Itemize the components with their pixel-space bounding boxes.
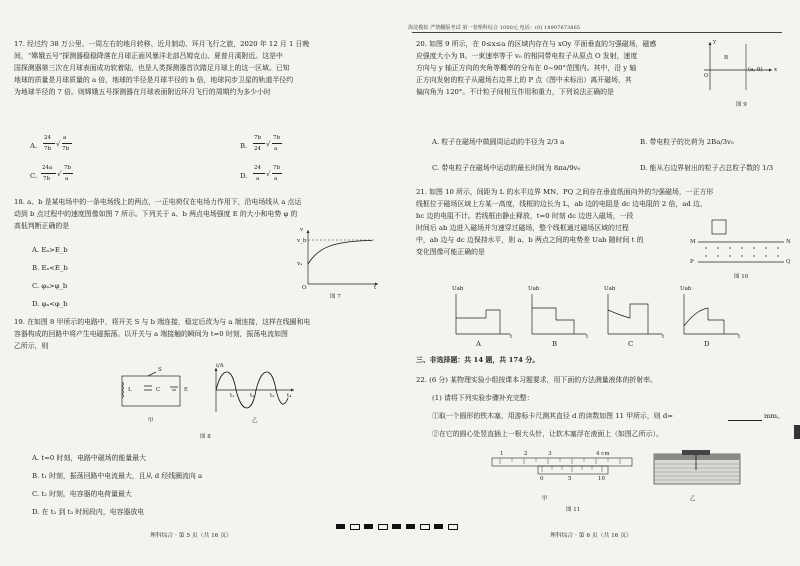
q20-option-a: A. 粒子在磁场中做圆周运动的半径为 2/3 a	[432, 138, 565, 146]
q21-graph-label-b: B	[552, 340, 558, 348]
q21-line-2: 线框位于磁场区域上方某一高度，线框的边长为 L，ab 边的电阻是 dc 边电阻的 2 倍，ad 边、	[416, 200, 707, 208]
fig7-axis-v: v	[300, 227, 304, 233]
fig10-N: N	[786, 239, 791, 245]
fig8-t3: t₃	[270, 393, 275, 399]
q21-line-6: 变化图像可能正确的是	[416, 248, 485, 256]
q19-option-b: B. t₁ 时刻，振荡回路中电流最大，且从 d 经线圈流向 a	[32, 472, 203, 480]
fig8-t4: t₄	[287, 393, 292, 399]
left-page: 17. 经过约 38 万公里、一周左右的地月转移、近月制动、环月飞行之旅，2020 年 12 月 1 日晚 间，“嫦娥五号”探测器稳稳降落在月球正面风暴洋北部吕姆克山、夏普月溪附近。这是中 国探测器第三次在月球表面成功软着陆，也是人类探测器首次踏足月球上的这一区域。已知 地球的质量是月球质量的 a 倍，地球的半径是月球半径的 b 倍，地球同步卫星的轨道半径约 为地球半径的 7 倍。则嫦娥五号探测器在月球表面附近环月飞行的周期约为多少小时 A. 24 7b √ a 7b B. 7b 24 √ 7b a C. 24a 7b √ 7b a D. 24 a √ 7b a 18. a、b 是某电场中的一条电场线上的两点，一正电荷仅在电场力作用下，沿电场线从 a 点运 动到 b 点过程中的速度图像如图 7 所示。下列关于 a、b 两点电场强度 E 的大小和电势 φ 的 高低判断正确的是 A. Eₐ>E_b B. Eₐ<E_b C. φₐ>φ_b D. φₐ<φ_b v t v_b vₐ O 图 7 19. 在如图 8 甲所示的电路中，将开关 S 与 b 端连接，稳定后改为与 a 端连接，这样在线圈和电 容器构成的回路中将产生电磁振荡。以开关与 a 端接触的瞬间为 t=0 时刻，振荡电流如图 乙所示，则 L C E S 甲 i/A t₁ t₂ t₃ t₄ 乙 图 8 A. t=0 时刻，电路中磁场的能量最大 B. t₁ 时刻，振荡回路中电流最大，且从 d 经线圈流向 a C. t₂ 时刻，电容器的电荷量最大 D. 在 t₂ 到 t₃ 时间段内，电容器放电 理科综合 · 第 5 页（共 16 页）	[0, 0, 400, 566]
q19-option-c: C. t₂ 时刻，电容器的电荷量最大	[32, 490, 132, 498]
fig8-sub-b: 乙	[252, 418, 258, 424]
q18-option-a: A. Eₐ>E_b	[32, 246, 68, 254]
q21-graph-c-t: t	[662, 334, 665, 340]
fig7-caption: 图 7	[330, 294, 341, 300]
fig8-axis-i: i/A	[216, 363, 224, 369]
q20-line-3: 方向与 y 轴正方向的夹角等概率的分布在 0~90°范围内。其中，沿 y 轴	[416, 64, 637, 72]
q17-line-4: 地球的质量是月球质量的 a 倍，地球的半径是月球半径的 b 倍，地球同步卫星的轨道半径约	[14, 76, 294, 84]
right-page	[400, 0, 800, 566]
fig11-sub-b: 乙	[690, 496, 696, 502]
q18-option-b: B. Eₐ<E_b	[32, 264, 68, 272]
q22-unit: mm。	[764, 412, 784, 420]
fig11-caption: 图 11	[566, 507, 581, 513]
page-header: 海淀模拟 严禁翻版考试 第一卷理科综合 1000元 电话：(0) 18907673865	[408, 25, 581, 31]
scale-main-3: 3	[548, 451, 552, 457]
footer-right: 理科综合 · 第 6 页（共 16 页）	[550, 533, 632, 539]
figure-9-field	[700, 40, 780, 96]
fig9-y: y	[713, 39, 717, 45]
fig9-x: x	[774, 67, 778, 73]
fig11-sub-a: 甲	[542, 496, 548, 502]
scale-main-2: 2	[524, 451, 528, 457]
fig8-caption: 图 8	[200, 434, 211, 440]
q20-line-4: 正方向发射的粒子从磁场右边界上的 P 点（图中未标出）离开磁场，其	[416, 76, 632, 84]
q20-option-d: D. 能从右边界射出的粒子占总粒子数的 1/3	[640, 164, 774, 172]
q17-line-5: 为地球半径的 7 倍。则嫦娥五号探测器在月球表面附近环月飞行的周期约为多少小时	[14, 88, 271, 96]
fig8-label-C: C	[156, 387, 161, 393]
q20-line-5: 偏向角为 120°。不计粒子间相互作用和重力，下列说法正确的是	[416, 88, 614, 96]
q18-option-d: D. φₐ<φ_b	[32, 300, 68, 308]
q21-line-1: 21. 如图 10 所示，间距为 L 的水平边界 MN、PQ 之间存在垂直纸面向外的匀强磁场，一正方形	[416, 188, 714, 196]
q21-graph-b-axis: Uab	[528, 286, 540, 292]
q21-line-3: bc 边的电阻不计。若线框由静止释放，t=0 时刻 dc 边进入磁场，一段	[416, 212, 634, 220]
q22-step1: ①取一个圆形的铁木塞，用游标卡尺测其直径 d 的读数如图 11 甲所示，则 d=	[432, 412, 674, 420]
fig8-sub-a: 甲	[148, 418, 154, 424]
q22-step-title: (1) 请将下列实验步骤补充完整：	[432, 394, 534, 402]
q21-graph-d-axis: Uab	[680, 286, 692, 292]
q17-line-1: 17. 经过约 38 万公里、一周左右的地月转移、近月制动、环月飞行之旅，2020 年 12 月 1 日晚	[14, 40, 310, 48]
q21-graph-label-d: D	[704, 340, 710, 348]
q21-graph-b-t: t	[586, 334, 589, 340]
q19-option-d: D. 在 t₂ 到 t₃ 时间段内，电容器放电	[32, 508, 145, 516]
scale-vernier-0: 0	[540, 476, 544, 482]
q21-graph-label-a: A	[476, 340, 481, 348]
q20-option-b: B. 带电粒子的比荷为 2Ba/3v₀	[640, 138, 734, 146]
print-mark	[336, 524, 345, 529]
figure-7-vt-graph	[300, 228, 380, 290]
print-mark	[364, 524, 373, 529]
scale-vernier-10: 10	[598, 476, 605, 482]
scale-vernier-5: 5	[568, 476, 572, 482]
q19-line-2: 容器构成的回路中将产生电磁振荡。以开关与 a 端接触的瞬间为 t=0 时刻，振荡电流如图	[14, 330, 288, 338]
q18-option-c: C. φₐ>φ_b	[32, 282, 68, 290]
q21-line-5: 中，ab 边与 dc 边保持水平，则 a、b 两点之间的电势差 Uab 随时间 t 的	[416, 236, 644, 244]
q18-line-1: 18. a、b 是某电场中的一条电场线上的两点，一正电荷仅在电场力作用下，沿电场线从 a 点运	[14, 198, 302, 206]
q17-line-3: 国探测器第三次在月球表面成功软着陆，也是人类探测器首次踏足月球上的这一区域。已知	[14, 64, 290, 72]
q21-graph-a-axis: Uab	[452, 286, 464, 292]
q20-option-c: C. 带电粒子在磁场中运动的最长时间为 8πa/9v₀	[432, 164, 581, 172]
q19-line-3: 乙所示，则	[14, 342, 49, 350]
fig9-B: B	[724, 55, 729, 61]
fig7-va: vₐ	[297, 261, 303, 267]
q22-answer-blank[interactable]	[728, 420, 762, 421]
fig9-caption: 图 9	[736, 102, 747, 108]
q22-intro: 22. (6 分) 某物理实验小组按课本习题要求，用下面的方法测量液体的折射率。	[416, 376, 657, 384]
q21-graph-label-c: C	[628, 340, 634, 348]
fig7-axis-t: t	[374, 285, 377, 291]
fig10-M: M	[690, 239, 696, 245]
fig9-a0: (a, 0)	[748, 67, 763, 73]
footer-left: 理科综合 · 第 5 页（共 16 页）	[150, 533, 232, 539]
fig8-label-L: L	[128, 387, 132, 393]
q21-option-graphs	[452, 290, 752, 340]
figure-11-vernier	[490, 448, 640, 488]
q21-line-4: 时间后 ab 边进入磁场并匀速穿过磁场，整个线框通过磁场区域的过程	[416, 224, 629, 232]
fig10-P: P	[690, 259, 694, 265]
q17-line-2: 间，“嫦娥五号”探测器稳稳降落在月球正面风暴洋北部吕姆克山、夏普月溪附近。这是中	[14, 52, 283, 60]
fig8-t2: t₂	[250, 393, 255, 399]
figure-8-current-graph	[212, 366, 296, 414]
fig8-label-E: E	[184, 387, 189, 393]
fig10-caption: 图 10	[734, 274, 749, 280]
figure-11-cork	[652, 448, 742, 492]
fig10-Q: Q	[786, 259, 791, 265]
scale-main-1: 1	[500, 451, 504, 457]
q21-graph-c-axis: Uab	[604, 286, 616, 292]
q20-line-1: 20. 如图 9 所示，在 0≤x≤a 的区域内存在与 xOy 平面垂直的匀强磁场，磁感	[416, 40, 657, 48]
scale-main-4: 4 cm	[596, 451, 610, 457]
q19-option-a: A. t=0 时刻，电路中磁场的能量最大	[32, 454, 147, 462]
q22-step2: ②在它的圆心处竖直插上一根大头针，让软木塞浮在液面上（如图乙所示）。	[432, 430, 663, 438]
print-mark	[378, 524, 388, 530]
fig8-t1: t₁	[230, 393, 235, 399]
fig7-vb: v_b	[297, 238, 307, 244]
figure-10-frame	[694, 218, 788, 270]
print-mark	[350, 524, 360, 530]
q18-line-3: 高低判断正确的是	[14, 222, 70, 230]
q18-line-2: 动到 b 点过程中的速度图像如图 7 所示。下列关于 a、b 两点电场强度 E 的大小和电势 φ 的	[14, 210, 298, 218]
section-heading: 三、非选择题：共 14 题，共 174 分。	[416, 356, 540, 364]
fig8-label-S: S	[158, 367, 162, 373]
q21-graph-d-t: t	[738, 334, 741, 340]
q20-line-2: 应强度大小为 B。一束速率等于 v₀ 的相同带电粒子从原点 O 发射，速度	[416, 52, 638, 60]
fig7-origin: O	[302, 285, 307, 291]
q19-line-1: 19. 在如图 8 甲所示的电路中，将开关 S 与 b 端连接，稳定后改为与 a 端连接，这样在线圈和电	[14, 318, 311, 326]
q21-graph-a-t: t	[510, 334, 513, 340]
binding-edge-mark	[794, 425, 800, 439]
fig9-origin: O	[704, 73, 709, 79]
